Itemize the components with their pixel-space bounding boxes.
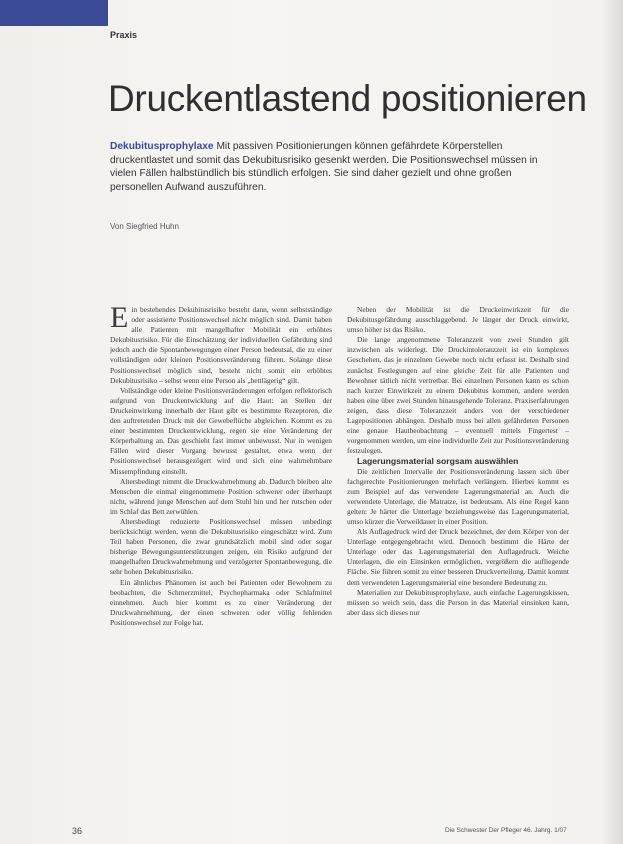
drop-cap: E xyxy=(110,301,129,334)
paragraph: Vollständige oder kleine Positionsveränderungen erfolgen reflektorisch aufgrund von Druckentwicklung auf die Haut: an Stellen der Druckeinwirkung innerhalb der Haut gibt es bestimmte Rezeptoren, die den auftretenden Druck mit der Gewebeflüche abgleichen. Kommt es zu einer bestimmten Druckentwicklung, regen sie eine Veränderung der Körperhaltung an. Das geschieht fast immer unbewusst. Nur in wenigen Fällen wird dieser Vorgang bewusst gestaltet, etwa wenn der Positionswechsel herausgezögert wird und sich eine wahrnehmbare Missempfindung einstellt. xyxy=(110,385,332,476)
paragraph: Materialien zur Dekubitusprophylaxe, auch einfache Lagerungskissen, müssen so weich sein, dass die Person in das Material einsinken kann, aber dass sich dieses nur xyxy=(347,587,569,617)
lead-text: Mit passiven Positionierungen können gefährdete Körperstellen druckentlastet und somit das Dekubitusrisiko gesenkt werden. Die Positionswechsel müssen in vielen Fällen halbstündlich bis stündlich erfolgen. Sie sind daher gezielt und ohne großen personellen Aufwand auszuführen. xyxy=(110,141,538,193)
paragraph: Die lange angenommene Toleranzzeit von zwei Stunden gilt inzwischen als widerlegt. Die Druckintoleranzzeit ist ein komplexes Geschehen, das je einzelnen Gewebe noch nicht erfasst ist. Deshalb sind zunächst Festlegungen auf eine gleiche Zeit für alle Patienten und Bewohner tätlich nicht vertretbar. Bei einzelnen Personen kann es schon nach kurzer Einwirkzeit zu einem Dekubitus kommen, andere werden haben eine über zwei Stunden hinausgehende Toleranz. Praxiserfahrungen zeigen, dass diese Toleranzzeit anders von der verschiedener Lagepositionen abhängen. Deshalb muss bei allen gefährdeten Personen eine genaue Hautbeobachtung – eventuell mittels Fingertest – vorgenommen werden, um eine individuelle Zeit zur Positionsveränderung festzulegen. xyxy=(347,335,569,456)
paragraph: Neben der Mobilität ist die Druckeinwirkzeit für die Dekubitusgefährdung ausschlaggebend. Je länger der Druck einwirkt, umso höher ist das Risiko. xyxy=(347,305,569,335)
paragraph: Die zeitlichen Intervalle der Positionsveränderung lassen sich über fachgerechte Positionierungen mehrfach verlängern. Hierbei kommt es zum Beispiel auf das verwendete Lagerungsmaterial an. Auch die verwendete Unterlage, die Matratze, ist bedeutsam. Als eine Regel kann gelten: Je härter die Unterlage beziehungsweise das Lagerungsmaterial, umso kürzer die Verweildauer in einer Position. xyxy=(347,466,569,526)
paragraph-text: in bestehendes Dekubitusrisiko besteht dann, wenn selbstständige oder assistierte Positionswechsel nicht möglich sind. Damit haben alle Patienten mit mangelhafter Mobilität ein erhöhtes Dekubitusrisiko. Für die Einschätzung der individuellen Gefährdung sind jedoch auch die Spontanbewegungen einer Person bedeutsal, die zu einer vollständigen oder kleinen Positionsveränderung führen. Solange diese Positionswechsel möglich sind, besteht nicht somit ein erhöhtes Dekubitusrisiko – selbst wenn eine Person als „bettlägerig“ gilt. xyxy=(110,305,332,385)
lead-keyword: Dekubitusprophylaxe xyxy=(110,141,214,152)
paragraph xyxy=(110,301,332,386)
paragraph: Altersbedingt nimmt die Druckwahrnehmung ab. Dadurch bleiben alte Menschen die einmal eingenommene Position schwerer oder überhaupt nicht, während junge Menschen auf dem Stuhl hin und her rutschen oder im Schlaf das Bett zerwühlen. xyxy=(110,476,332,516)
subheading: Lagerungsmaterial sorgsam auswählen xyxy=(357,456,519,467)
page-number: 36 xyxy=(72,826,83,836)
journal-footer: Die Schwester Der Pfleger 46. Jahrg. 1/07 xyxy=(445,827,567,834)
page-gutter-shadow xyxy=(601,0,623,844)
article-lead xyxy=(110,140,565,194)
body-column-2 xyxy=(347,305,569,618)
section-color-bar xyxy=(0,0,108,26)
paragraph: Ein ähnliches Phänomen ist auch bei Patienten oder Bewohnern zu beobachten, die Schmerzmittel, Psychopharmaka oder Schlafmittel einnehmen. Auch hier kommt es zu einer Veränderung der Druckwahrnehmung, der einen schweren oder völlig fehlenden Positionswechsel zur Folge hat. xyxy=(110,577,332,627)
paragraph: Als Auflagedruck wird der Druck bezeichnet, der dem Körper von der Unterlage entgegengebracht wird. Dennoch bestimmt die Härte der Unterlage oder das Lagerungsmaterial den Auflagedruck. Weiche Unterlagen, die ein Einsinken ermöglichen, vergrößern die aufliegende Fläche. Sie führen somit zu einer besseren Druckverteilung. Damit kommt dem verwendeten Lagerungsmaterial eine besondere Bedeutung zu. xyxy=(347,527,569,587)
body-column-1 xyxy=(110,301,332,628)
section-label: Praxis xyxy=(110,30,138,40)
article-title: Druckentlastend positionieren xyxy=(108,78,587,119)
article-author: Von Siegfried Huhn xyxy=(110,222,179,231)
paragraph: Altersbedingt reduzierte Positionswechsel müssen unbedingt berücksichtigt werden, wenn die Dekubitusrisiko eingeschätzt wird. Zum Teil haben Personen, die zwar grundsätzlich mobil sind oder sogar bisherige Bewegungsunterstützungen zeigen, ein Risiko aufgrund der mangelhaften Druckwahrnehmung und verzögerter Spontanbewegung, die sehr hohen Dekubitusrisiko. xyxy=(110,516,332,577)
